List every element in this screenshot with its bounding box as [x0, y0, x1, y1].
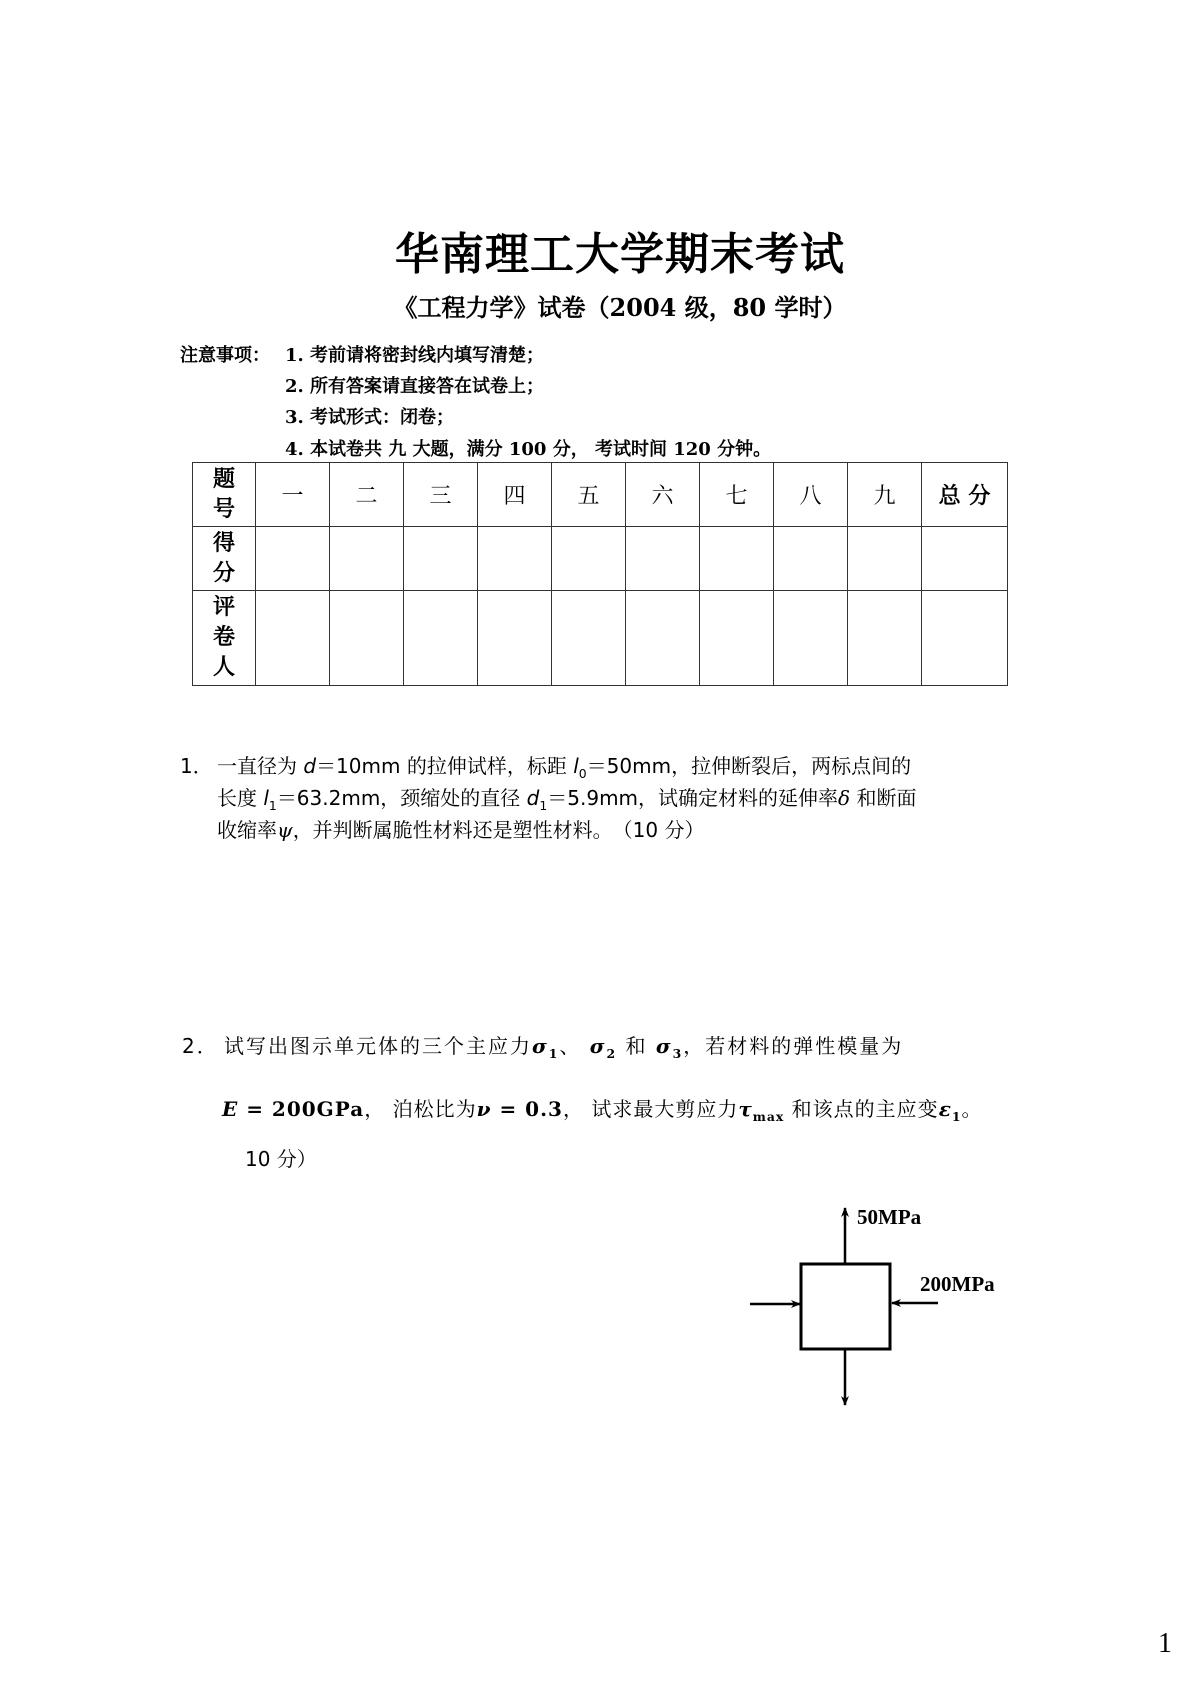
value-E: = 200GPa [238, 1097, 365, 1121]
subscript: 0 [578, 766, 587, 781]
row-header-question-number: 题号 [193, 463, 256, 527]
subscript: 1 [548, 1046, 560, 1061]
symbol-psi: ψ [277, 818, 293, 842]
row-header-score: 得分 [193, 527, 256, 591]
row-header-grader: 评卷人 [193, 591, 256, 686]
column-header: 八 [774, 463, 848, 527]
symbol-tau: τ [738, 1097, 753, 1121]
variable-d1: d [526, 786, 540, 810]
grader-cell[interactable] [256, 591, 330, 686]
column-header: 七 [700, 463, 774, 527]
variable-l1: l [263, 786, 269, 810]
score-cell[interactable] [552, 527, 626, 591]
symbol-nu: ν [476, 1097, 492, 1121]
grader-cell[interactable] [478, 591, 552, 686]
text: ，若材料的弹性模量为 [683, 1034, 904, 1058]
text: ， 泊松比为 [364, 1097, 477, 1121]
variable-l0: l [573, 754, 579, 778]
value-nu: = 0.3 [491, 1097, 563, 1121]
subscript: 1 [268, 798, 277, 813]
exam-title: 华南理工大学期末考试 [395, 229, 845, 280]
question-1-line-3 [217, 814, 705, 843]
text: ， 试求最大剪应力 [562, 1097, 739, 1121]
symbol-sigma-1: σ [532, 1034, 549, 1058]
column-header: 六 [626, 463, 700, 527]
grader-cell[interactable] [774, 591, 848, 686]
symbol-sigma-2: σ [589, 1034, 607, 1058]
question-2-line-1 [224, 1030, 903, 1061]
text: 试写出图示单元体的三个主应力 [224, 1034, 532, 1058]
question-1-line-1 [217, 750, 911, 781]
subscript: 1 [539, 798, 548, 813]
note-item: 3. 考试形式：闭卷； [285, 407, 455, 428]
score-cell[interactable] [478, 527, 552, 591]
question-1-line-2 [217, 782, 916, 813]
symbol-delta: δ [838, 786, 851, 810]
score-cell[interactable] [404, 527, 478, 591]
text: ，并判断属脆性材料还是塑性材料。 （10 分） [292, 818, 705, 842]
table-row-question-numbers [193, 463, 1008, 527]
note-item: 2. 所有答案请直接答在试卷上； [285, 376, 545, 397]
variable-d: d [303, 754, 317, 778]
grader-cell[interactable] [700, 591, 774, 686]
text: 长度 [217, 786, 264, 810]
column-header: 三 [404, 463, 478, 527]
grader-cell[interactable] [626, 591, 700, 686]
column-header-total: 总 分 [922, 463, 1008, 527]
note-item: 1. 考前请将密封线内填写清楚； [285, 345, 545, 366]
text: 。 [961, 1097, 983, 1121]
question-number: 2． [182, 1034, 219, 1058]
variable-E: E [222, 1097, 239, 1121]
text: 一直径为 [217, 754, 304, 778]
text: ＝5.9mm，试确定材料的延伸率 [547, 786, 839, 810]
total-grader-cell[interactable] [922, 591, 1008, 686]
exam-subtitle: 《工程力学》试卷（2004 级，80 学时） [393, 293, 847, 322]
subscript: 1 [951, 1109, 962, 1124]
text: ＝10mm 的拉伸试样，标距 [316, 754, 574, 778]
score-cell[interactable] [330, 527, 404, 591]
score-cell[interactable] [626, 527, 700, 591]
text: 、 [559, 1034, 590, 1058]
question-number: 1． [180, 754, 213, 778]
grader-cell[interactable] [404, 591, 478, 686]
total-score-cell[interactable] [922, 527, 1008, 591]
column-header: 四 [478, 463, 552, 527]
text: 和该点的主应变 [784, 1097, 939, 1121]
score-cell[interactable] [774, 527, 848, 591]
note-item: 4. 本试卷共 九 大题，满分 100 分， 考试时间 120 分钟。 [285, 439, 772, 460]
text: ＝50mm，拉伸断裂后，两标点间的 [586, 754, 912, 778]
column-header: 五 [552, 463, 626, 527]
grader-cell[interactable] [848, 591, 922, 686]
question-2-line-3: 10 分） [245, 1147, 317, 1171]
score-cell[interactable] [848, 527, 922, 591]
symbol-sigma-3: σ [655, 1034, 673, 1058]
text: 和 [617, 1034, 656, 1058]
subscript: 2 [606, 1046, 618, 1061]
column-header: 二 [330, 463, 404, 527]
subscript: max [752, 1109, 785, 1124]
score-cell[interactable] [256, 527, 330, 591]
text: 和断面 [850, 786, 917, 810]
text: ＝63.2mm，颈缩处的直径 [276, 786, 527, 810]
text: 收缩率 [217, 818, 277, 842]
question-2-line-2 [222, 1093, 982, 1124]
grader-cell[interactable] [330, 591, 404, 686]
vertical-stress-label: 50MPa [857, 1205, 922, 1229]
horizontal-stress-label: 200MPa [920, 1272, 995, 1296]
subscript: 3 [672, 1046, 684, 1061]
symbol-epsilon: ε [938, 1097, 952, 1121]
notes-label: 注意事项： [180, 345, 270, 366]
column-header: 九 [848, 463, 922, 527]
column-header: 一 [256, 463, 330, 527]
score-table [192, 462, 1008, 686]
element-square [801, 1264, 890, 1349]
table-row-graders [193, 591, 1008, 686]
table-row-scores [193, 527, 1008, 591]
score-cell[interactable] [700, 527, 774, 591]
grader-cell[interactable] [552, 591, 626, 686]
page-number: 1 [1158, 1628, 1172, 1659]
